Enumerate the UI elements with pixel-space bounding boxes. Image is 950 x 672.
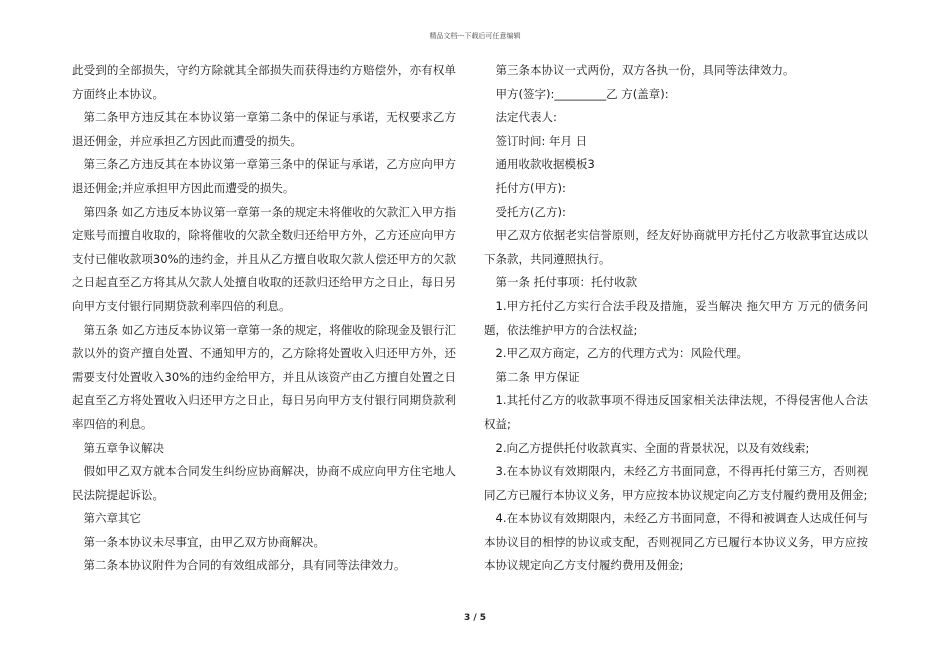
signing-date-line: 签订时间: 年月 日 (495, 133, 588, 148)
paragraph: 第三条乙方违反其在本协议第一章第三条中的保证与承诺，乙方应向甲方退还佣金;并应承担甲方因此而遭受的损失。 (72, 157, 456, 195)
paragraph: 第二条甲方违反其在本协议第一章第二条中的保证与承诺，无权要求乙方退还佣金，并应承担乙方因此而遭受的损失。 (72, 110, 456, 148)
paragraph: 第一条本协议未尽事宜，由甲乙双方协商解决。 (83, 534, 325, 549)
list-item: 2.甲乙双方商定，乙方的代理方式为：风险代理。 (495, 346, 748, 361)
signature-line: 甲方(签字):_________乙 方(盖章): (495, 86, 669, 101)
paragraph: 第二条本协议附件为合同的有效组成部分，具有同等法律效力。 (83, 558, 406, 573)
page-number: 3 / 5 (463, 613, 487, 623)
paragraph: 第三条本协议一式两份，双方各执一份，具同等法律效力。 (495, 63, 795, 77)
list-item: 1.甲方托付乙方实行合法手段及措施，妥当解决 拖欠甲方 万元的债务问题，依法维护甲方的合法权益; (484, 298, 868, 337)
left-column (72, 59, 456, 578)
legal-representative-line: 法定代表人: (495, 110, 557, 125)
paragraph: 甲乙双方依据老实信誉原则，经友好协商就甲方托付乙方收款事宜达成以下条款，共同遵照执行。 (484, 228, 868, 266)
section-heading: 第六章其它 (83, 511, 141, 526)
list-item: 4.在本协议有效期限内，未经乙方书面同意，不得和被调查人达成任何与本协议目的相悖的协议或支配，否则视同乙方已履行本协议义务，甲方应按本协议规定向乙方支付履约费用及佣金; (484, 511, 868, 573)
list-item: 3.在本协议有效期限内，未经乙方书面同意，不得再托付第三方，否则视同乙方已履行本协议义务，甲方应按本协议规定向乙方支付履约费用及佣金; (484, 464, 868, 502)
section-heading: 第二条 甲方保证 (495, 369, 580, 384)
paragraph: 此受到的全部损失，守约方除就其全部损失而获得违约方赔偿外，亦有权单方面终止本协议。 (72, 63, 456, 101)
page-header: 精品文档---下载后可任意编辑 (429, 32, 521, 40)
list-item: 1.其托付乙方的收款事项不得违反国家相关法律法规，不得侵害他人合法权益; (484, 393, 868, 431)
right-column (484, 59, 868, 578)
section-heading: 第一条 托付事项：托付收款 (495, 275, 638, 290)
principal-line: 托付方(甲方): (495, 180, 566, 195)
agent-line: 受托方(乙方): (495, 204, 566, 219)
section-heading: 通用收款收据模板3 (495, 157, 595, 172)
list-item: 2.向乙方提供托付收款真实、全面的背景状况，以及有效线索; (495, 440, 810, 455)
section-heading: 第五章争议解决 (83, 440, 164, 455)
paragraph: 假如甲乙双方就本合同发生纠纷应协商解决，协商不成应向甲方住宅地人民法院提起诉讼。 (72, 464, 456, 502)
paragraph: 第五条 如乙方违反本协议第一章第一条的规定，将催收的除现金及银行汇款以外的资产擅自处置、不通知甲方的，乙方除将处置收入归还甲方外，还需要支付处置收入30%的违约金给甲方，并且从该资产由乙方擅自处置之日起直至乙方将处置收入归还甲方之日止，每日另向甲方支付银行同期贷款利率四倍的利息。 (72, 322, 456, 431)
paragraph: 第四条 如乙方违反本协议第一章第一条的规定未将催收的欠款汇入甲方指定账号而擅自收取的，除将催收的欠款全数归还给甲方外，乙方还应向甲方支付已催收款项30%的违约金，并且从乙方擅自收取欠款人偿还甲方的欠款之日起直至乙方将其从欠款人处擅自收取的还款归还给甲方之日止，每日另向甲方支付银行同期贷款利率四倍的利息。 (72, 204, 456, 313)
